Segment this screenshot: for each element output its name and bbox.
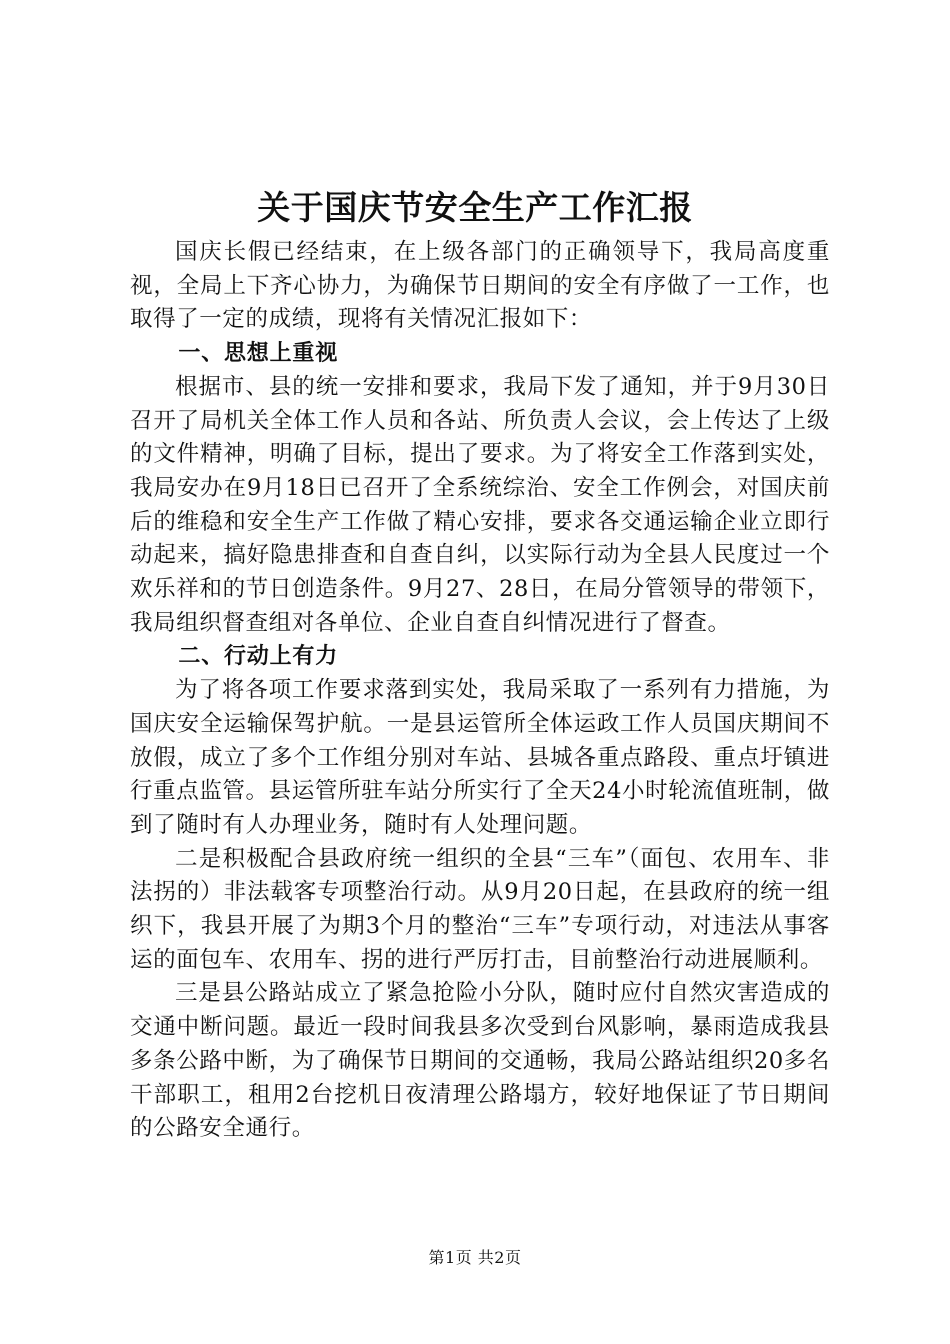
section-heading: 一、思想上重视: [178, 341, 338, 367]
intro-paragraph: 国庆长假已经结束，在上级各部门的正确领导下，我局高度重视，全局上下齐心协力，为确保节日期间的安全有序做了一工作，也取得了一定的成绩，现将有关情况汇报如下：: [130, 239, 830, 333]
body-paragraph: 为了将各项工作要求落到实处，我局采取了一系列有力措施，为国庆安全运输保驾护航。一是县运管所全体运政工作人员国庆期间不放假，成立了多个工作组分别对车站、县城各重点路段、重点圩镇进行重点监管。县运管所驻车站分所实行了全天24小时轮流值班制，做到了随时有人办理业务，随时有人处理问题。: [130, 677, 830, 838]
document-body: [130, 236, 830, 1146]
section-heading: 二、行动上有力: [178, 644, 338, 670]
page-number-footer: 第1页 共2页: [428, 1248, 522, 1267]
body-paragraph: 二是积极配合县政府统一组织的全县“三车”（面包、农用车、非法拐的）非法载客专项整治行动。从9月20日起，在县政府的统一组织下，我县开展了为期3个月的整治“三车”专项行动，对违法从事客运的面包车、农用车、拐的进行严厉打击，目前整治行动进展顺利。: [130, 845, 830, 973]
document-title: 关于国庆节安全生产工作汇报: [257, 188, 693, 227]
body-paragraph: 根据市、县的统一安排和要求，我局下发了通知，并于9月30日召开了局机关全体工作人员和各站、所负责人会议，会上传达了上级的文件精神，明确了目标，提出了要求。为了将安全工作落到实处，我局安办在9月18日已召开了全系统综治、安全工作例会，对国庆前后的维稳和安全生产工作做了精心安排，要求各交通运输企业立即行动起来，搞好隐患排查和自查自纠，以实际行动为全县人民度过一个欢乐祥和的节日创造条件。9月27、28日，在局分管领导的带领下，我局组织督查组对各单位、企业自查自纠情况进行了督查。: [130, 373, 830, 636]
body-paragraph: 三是县公路站成立了紧急抢险小分队，随时应付自然灾害造成的交通中断问题。最近一段时间我县多次受到台风影响，暴雨造成我县多条公路中断，为了确保节日期间的交通畅，我局公路站组织20多名干部职工，租用2台挖机日夜清理公路塌方，较好地保证了节日期间的公路安全通行。: [130, 980, 830, 1142]
